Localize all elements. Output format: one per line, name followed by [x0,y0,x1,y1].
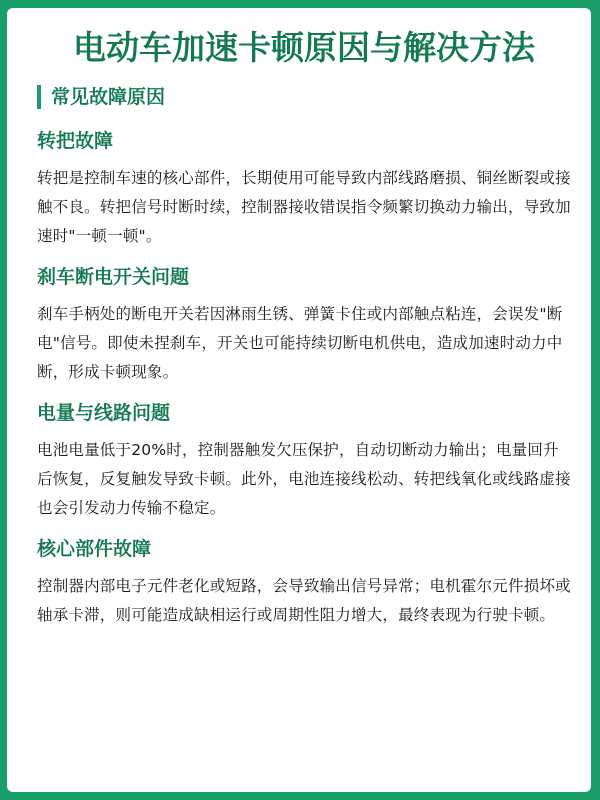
subsection-title: 核心部件故障 [37,538,152,560]
subsection-throttle [37,129,571,251]
subsection-title: 刹车断电开关问题 [37,266,190,288]
subsection-body: 控制器内部电子元件老化或短路，会导致输出信号异常；电机霍尔元件损坏或轴承卡滞，则可能造成缺相运行或周期性阻力增大，最终表现为行驶卡顿。 [37,577,571,624]
page-title: 电动车加速卡顿原因与解决方法 [73,28,535,67]
subsection-title: 转把故障 [37,130,114,152]
subsection-body: 刹车手柄处的断电开关若因淋雨生锈、弹簧卡住或内部触点粘连，会误发"断电"信号。即使未捏刹车，开关也可能持续切断电机供电，造成加速时动力中断，形成卡顿现象。 [37,305,563,381]
subsection-title: 电量与线路问题 [37,402,171,424]
subsection-battery-wiring [37,401,571,523]
section-header [37,85,571,109]
article-card [7,8,591,792]
subsection-brake-switch [37,265,571,387]
section-accent-bar [37,85,41,109]
section-header-label: 常见故障原因 [51,86,166,108]
subsection-core-parts [37,537,571,630]
subsection-body: 转把是控制车速的核心部件，长期使用可能导致内部线路磨损、铜丝断裂或接触不良。转把信号时断时续，控制器接收错误指令频繁切换动力输出，导致加速时"一顿一顿"。 [37,169,571,245]
subsection-body: 电池电量低于20%时，控制器触发欠压保护，自动切断动力输出；电量回升后恢复，反复触发导致卡顿。此外，电池连接线松动、转把线氧化或线路虚接也会引发动力传输不稳定。 [37,441,571,517]
